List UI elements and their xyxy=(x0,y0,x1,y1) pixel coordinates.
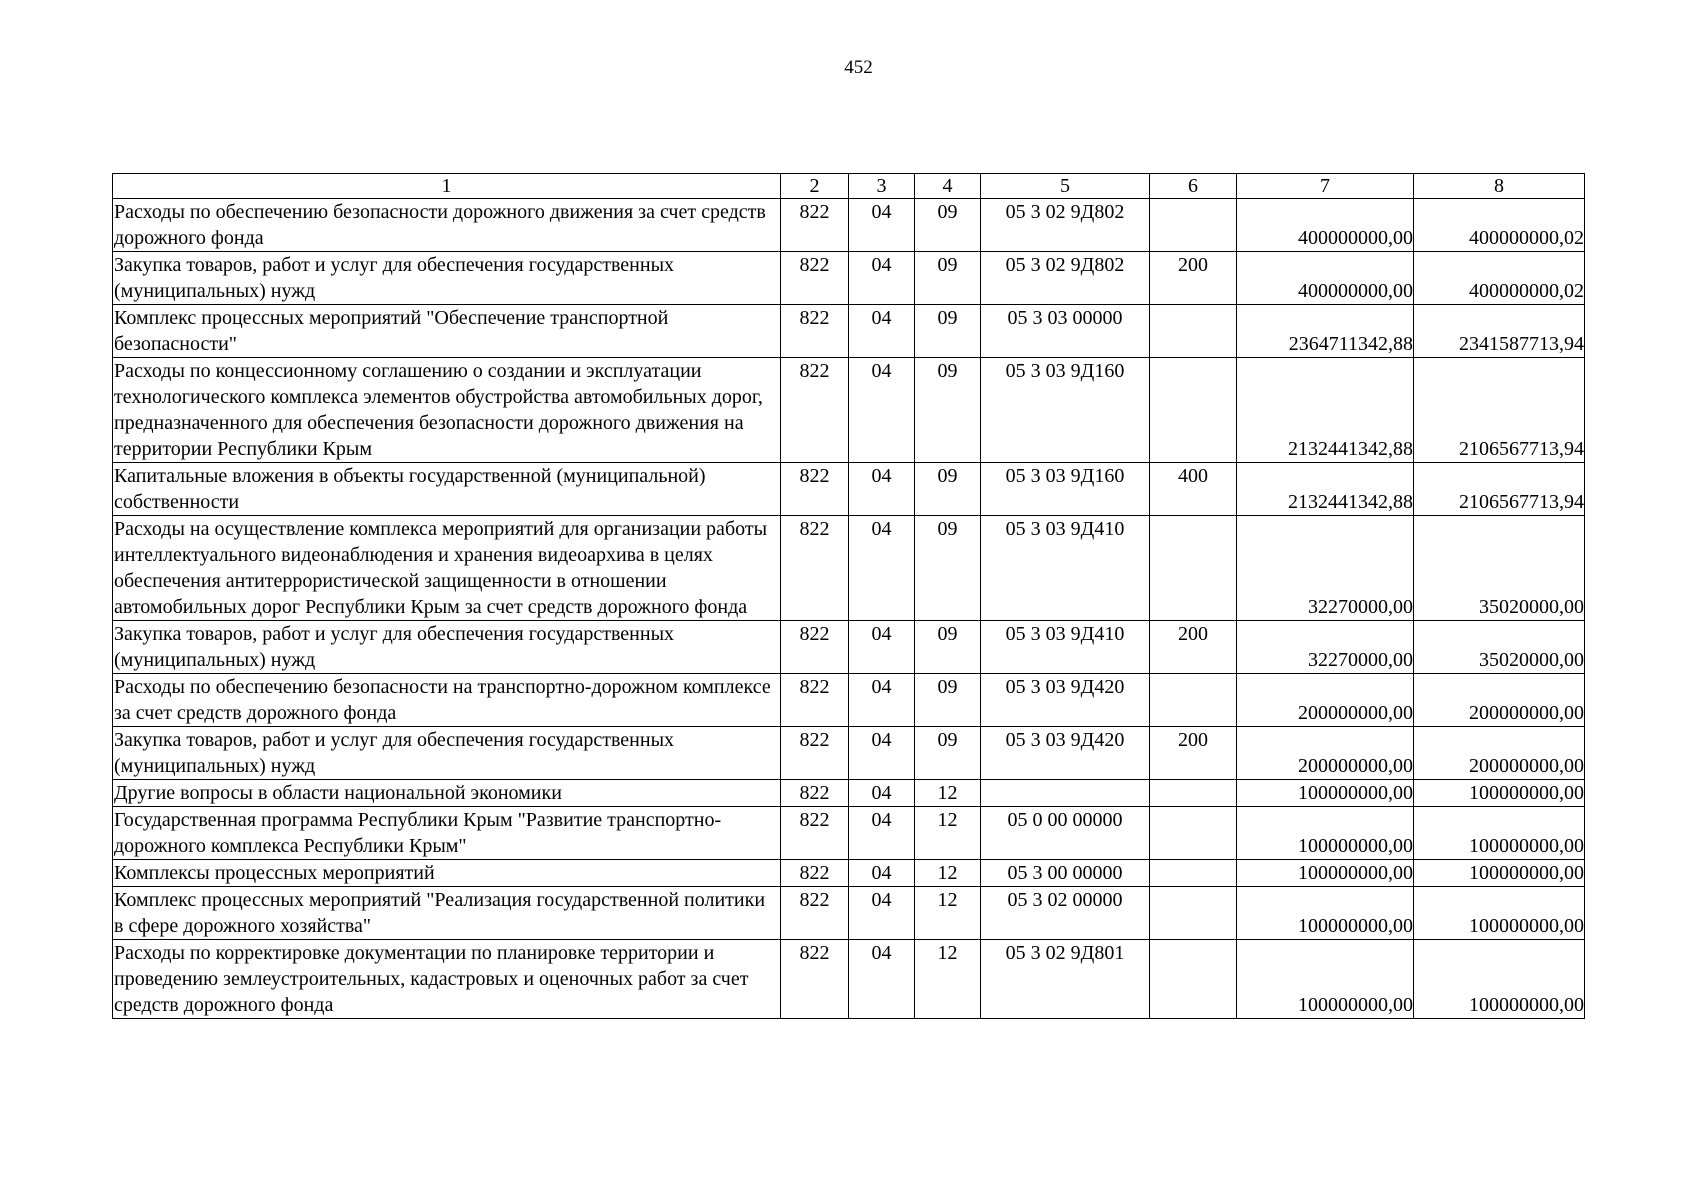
row-code-4: 09 xyxy=(915,516,981,621)
row-amount-8: 35020000,00 xyxy=(1414,516,1585,621)
row-code-4: 09 xyxy=(915,358,981,463)
row-amount-8: 2106567713,94 xyxy=(1414,358,1585,463)
row-amount-8: 35020000,00 xyxy=(1414,621,1585,674)
row-code-5: 05 3 03 9Д410 xyxy=(981,516,1150,621)
row-description: Государственная программа Республики Крым "Развитие транспортно-дорожного комплекса Республики Крым" xyxy=(113,807,781,860)
row-description: Другие вопросы в области национальной экономики xyxy=(113,780,781,807)
table-row xyxy=(113,727,1585,780)
row-code-4: 09 xyxy=(915,252,981,305)
table-row xyxy=(113,516,1585,621)
row-description: Закупка товаров, работ и услуг для обеспечения государственных (муниципальных) нужд xyxy=(113,727,781,780)
row-code-4: 12 xyxy=(915,807,981,860)
row-code-5: 05 3 02 9Д802 xyxy=(981,199,1150,252)
row-code-4: 12 xyxy=(915,940,981,1019)
row-amount-8: 400000000,02 xyxy=(1414,199,1585,252)
row-amount-8: 100000000,00 xyxy=(1414,887,1585,940)
table-row xyxy=(113,807,1585,860)
row-description: Расходы по концессионному соглашению о создании и эксплуатации технологического комплекса элементов обустройства автомобильных дорог, предназначенного для обеспечения безопасности дорожного движения на территории Республики Крым xyxy=(113,358,781,463)
row-code-3: 04 xyxy=(849,463,915,516)
row-code-2: 822 xyxy=(781,358,849,463)
row-code-3: 04 xyxy=(849,516,915,621)
row-amount-8: 2341587713,94 xyxy=(1414,305,1585,358)
row-code-5: 05 3 02 9Д801 xyxy=(981,940,1150,1019)
row-code-5: 05 3 03 9Д420 xyxy=(981,727,1150,780)
row-code-6: 200 xyxy=(1150,727,1237,780)
row-amount-7: 100000000,00 xyxy=(1237,940,1414,1019)
row-amount-7: 100000000,00 xyxy=(1237,807,1414,860)
row-description: Расходы по обеспечению безопасности на транспортно-дорожном комплексе за счет средств дорожного фонда xyxy=(113,674,781,727)
row-code-4: 12 xyxy=(915,887,981,940)
row-code-4: 09 xyxy=(915,674,981,727)
row-code-4: 09 xyxy=(915,727,981,780)
header-cell: 1 xyxy=(113,174,781,199)
row-code-2: 822 xyxy=(781,199,849,252)
row-code-6 xyxy=(1150,516,1237,621)
row-code-6 xyxy=(1150,780,1237,807)
table-row xyxy=(113,674,1585,727)
row-code-6 xyxy=(1150,940,1237,1019)
row-code-6 xyxy=(1150,358,1237,463)
row-code-4: 12 xyxy=(915,780,981,807)
row-code-4: 09 xyxy=(915,199,981,252)
row-code-3: 04 xyxy=(849,780,915,807)
row-amount-7: 400000000,00 xyxy=(1237,252,1414,305)
row-code-2: 822 xyxy=(781,780,849,807)
row-code-2: 822 xyxy=(781,727,849,780)
row-amount-7: 2132441342,88 xyxy=(1237,358,1414,463)
row-description: Расходы на осуществление комплекса мероприятий для организации работы интеллектуального видеонаблюдения и хранения видеоархива в целях обеспечения антитеррористической защищенности в отношении автомобильных дорог Республики Крым за счет средств дорожного фонда xyxy=(113,516,781,621)
row-code-2: 822 xyxy=(781,940,849,1019)
row-code-6: 400 xyxy=(1150,463,1237,516)
row-amount-8: 2106567713,94 xyxy=(1414,463,1585,516)
header-cell: 3 xyxy=(849,174,915,199)
table-row xyxy=(113,621,1585,674)
header-cell: 7 xyxy=(1237,174,1414,199)
budget-table xyxy=(112,173,1585,1019)
row-code-5: 05 3 03 9Д420 xyxy=(981,674,1150,727)
row-code-5: 05 3 03 9Д160 xyxy=(981,463,1150,516)
row-code-2: 822 xyxy=(781,674,849,727)
row-code-3: 04 xyxy=(849,887,915,940)
row-code-3: 04 xyxy=(849,252,915,305)
row-description: Закупка товаров, работ и услуг для обеспечения государственных (муниципальных) нужд xyxy=(113,252,781,305)
table-row xyxy=(113,860,1585,887)
row-code-2: 822 xyxy=(781,463,849,516)
header-cell: 2 xyxy=(781,174,849,199)
row-code-5: 05 3 00 00000 xyxy=(981,860,1150,887)
row-amount-7: 100000000,00 xyxy=(1237,780,1414,807)
row-amount-8: 200000000,00 xyxy=(1414,674,1585,727)
table-header-row xyxy=(113,174,1585,199)
row-code-5: 05 0 00 00000 xyxy=(981,807,1150,860)
row-code-3: 04 xyxy=(849,940,915,1019)
header-cell: 8 xyxy=(1414,174,1585,199)
row-amount-8: 100000000,00 xyxy=(1414,860,1585,887)
row-code-2: 822 xyxy=(781,252,849,305)
header-cell: 5 xyxy=(981,174,1150,199)
row-code-6 xyxy=(1150,807,1237,860)
table-row xyxy=(113,252,1585,305)
row-code-3: 04 xyxy=(849,860,915,887)
row-code-3: 04 xyxy=(849,674,915,727)
row-code-4: 09 xyxy=(915,621,981,674)
row-amount-8: 400000000,02 xyxy=(1414,252,1585,305)
table-row xyxy=(113,358,1585,463)
row-amount-8: 100000000,00 xyxy=(1414,807,1585,860)
row-description: Закупка товаров, работ и услуг для обеспечения государственных (муниципальных) нужд xyxy=(113,621,781,674)
row-code-5 xyxy=(981,780,1150,807)
row-code-2: 822 xyxy=(781,807,849,860)
row-code-6 xyxy=(1150,860,1237,887)
table-row xyxy=(113,887,1585,940)
row-code-3: 04 xyxy=(849,358,915,463)
row-description: Капитальные вложения в объекты государственной (муниципальной) собственности xyxy=(113,463,781,516)
row-code-5: 05 3 03 9Д410 xyxy=(981,621,1150,674)
row-amount-7: 100000000,00 xyxy=(1237,887,1414,940)
row-code-2: 822 xyxy=(781,860,849,887)
page-number: 452 xyxy=(844,57,873,78)
row-code-6: 200 xyxy=(1150,621,1237,674)
row-description: Комплекс процессных мероприятий "Обеспечение транспортной безопасности" xyxy=(113,305,781,358)
row-code-6 xyxy=(1150,305,1237,358)
row-code-6 xyxy=(1150,199,1237,252)
row-amount-7: 100000000,00 xyxy=(1237,860,1414,887)
row-amount-7: 32270000,00 xyxy=(1237,621,1414,674)
row-amount-8: 100000000,00 xyxy=(1414,940,1585,1019)
row-description: Комплекс процессных мероприятий "Реализация государственной политики в сфере дорожного хозяйства" xyxy=(113,887,781,940)
row-code-3: 04 xyxy=(849,199,915,252)
row-code-3: 04 xyxy=(849,621,915,674)
table-row xyxy=(113,940,1585,1019)
table-row xyxy=(113,199,1585,252)
row-code-5: 05 3 02 00000 xyxy=(981,887,1150,940)
row-amount-7: 200000000,00 xyxy=(1237,727,1414,780)
row-amount-7: 400000000,00 xyxy=(1237,199,1414,252)
row-amount-7: 2364711342,88 xyxy=(1237,305,1414,358)
row-code-6 xyxy=(1150,674,1237,727)
row-description: Расходы по корректировке документации по планировке территории и проведению землеустроительных, кадастровых и оценочных работ за счет средств дорожного фонда xyxy=(113,940,781,1019)
row-amount-7: 200000000,00 xyxy=(1237,674,1414,727)
header-cell: 6 xyxy=(1150,174,1237,199)
row-amount-7: 32270000,00 xyxy=(1237,516,1414,621)
row-code-2: 822 xyxy=(781,305,849,358)
row-code-6: 200 xyxy=(1150,252,1237,305)
table-row xyxy=(113,780,1585,807)
row-code-4: 12 xyxy=(915,860,981,887)
header-cell: 4 xyxy=(915,174,981,199)
row-code-4: 09 xyxy=(915,305,981,358)
table-row xyxy=(113,463,1585,516)
row-code-2: 822 xyxy=(781,887,849,940)
row-code-3: 04 xyxy=(849,807,915,860)
row-code-5: 05 3 02 9Д802 xyxy=(981,252,1150,305)
row-amount-8: 200000000,00 xyxy=(1414,727,1585,780)
row-description: Расходы по обеспечению безопасности дорожного движения за счет средств дорожного фонда xyxy=(113,199,781,252)
row-code-3: 04 xyxy=(849,305,915,358)
row-amount-7: 2132441342,88 xyxy=(1237,463,1414,516)
row-code-5: 05 3 03 00000 xyxy=(981,305,1150,358)
table-row xyxy=(113,305,1585,358)
row-code-2: 822 xyxy=(781,516,849,621)
row-code-6 xyxy=(1150,887,1237,940)
row-code-4: 09 xyxy=(915,463,981,516)
row-code-5: 05 3 03 9Д160 xyxy=(981,358,1150,463)
row-code-3: 04 xyxy=(849,727,915,780)
row-code-2: 822 xyxy=(781,621,849,674)
row-description: Комплексы процессных мероприятий xyxy=(113,860,781,887)
row-amount-8: 100000000,00 xyxy=(1414,780,1585,807)
